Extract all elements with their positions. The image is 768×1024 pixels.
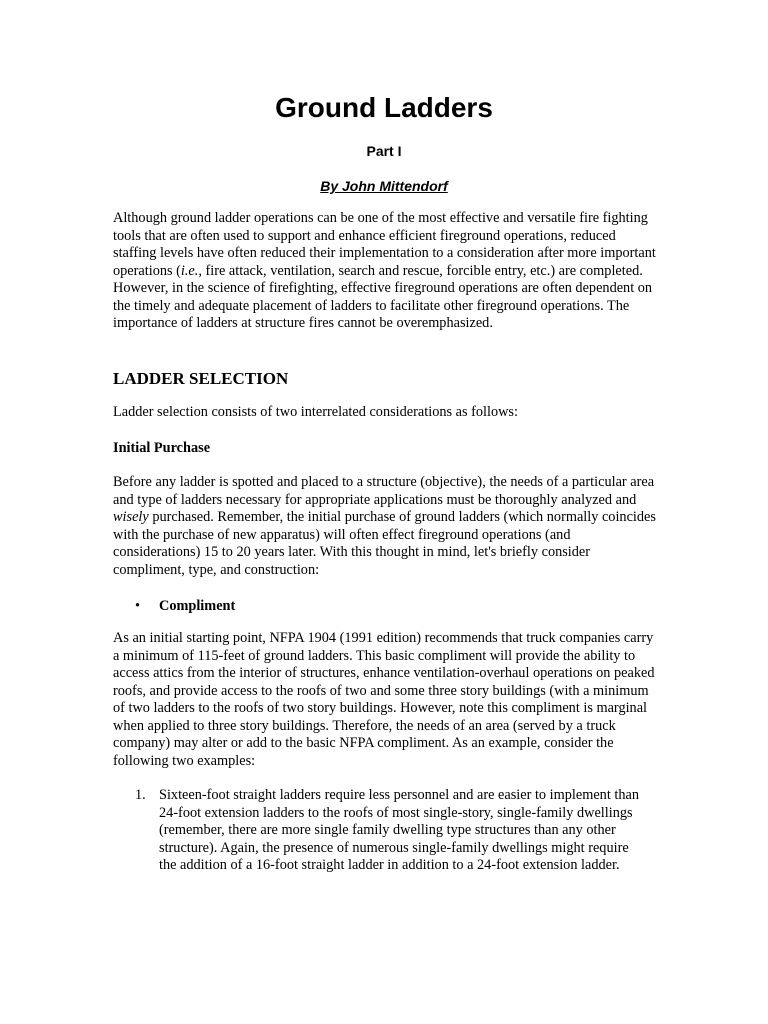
part-label: Part I [366,143,402,159]
intro-text-1: Although ground ladder operations can be one of the most effective and versatile fire fighting tools that are often used to support and enhance efficient fireground operations, reduced staffing levels have often reduced their implementation to a consideration after more important operations ( [113,210,656,279]
numbered-list-item [113,787,659,875]
document-title: Ground Ladders [275,92,493,123]
byline: By John Mittendorf [320,178,448,194]
intro-italic: i.e., [180,262,202,279]
bullet-marker: • [135,598,141,614]
intro-text-2: fire attack, ventilation, search and rescue, forcible entry, etc.) are completed. However, in the science of firefighting, effective fireground operations are often dependent on the timely and adequate placement of ladders to facilitate other fireground operations. The importance of ladders at structure fires cannot be overemphasized. [113,262,653,331]
bullet-label: Compliment [159,598,236,614]
purchase-italic: wisely [113,509,149,525]
purchase-text-1: Before any ladder is spotted and placed to a structure (objective), the needs of a particular area and type of ladders necessary for appropriate applications must be thoroughly analyzed and [113,474,655,508]
list-item-text: Sixteen-foot straight ladders require less personnel and are easier to implement than 24-foot extension ladders to the roofs of most single-story, single-family dwellings (remember, there are more single family dwelling type structures than any other structure). Again, the presence of numerous single-family dwellings might require the addition of a 16-foot straight ladder in addition to a 24-foot extension ladder. [159,787,639,873]
subheading-initial-purchase: Initial Purchase [113,440,211,456]
purchase-text-2: purchased. Remember, the initial purchase of ground ladders (which normally coincides with the purchase of new apparatus) will often effect fireground operations (and considerations) 15 to 20 years later. With this thought in mind, let's briefly consider compliment, type, and construction: [113,509,656,578]
compliment-paragraph: As an initial starting point, NFPA 1904 (1991 edition) recommends that truck companies carry a minimum of 115-feet of ground ladders. This basic compliment will provide the ability to access attics from the interior of structures, enhance ventilation-overhaul operations on peaked roofs, and provide access to the roofs of two and some three story buildings (with a minimum of two ladders to the roofs of two story buildings. However, note this compliment is marginal when applied to three story buildings. Therefore, the needs of an area (served by a truck company) may alter or add to the basic NFPA compliment. As an example, consider the following two examples: [113,630,655,769]
selection-intro-paragraph: Ladder selection consists of two interrelated considerations as follows: [113,404,518,420]
list-number: 1. [135,787,146,803]
section-heading: LADDER SELECTION [113,369,289,388]
intro-paragraph [113,210,659,333]
purchase-paragraph [113,474,659,579]
